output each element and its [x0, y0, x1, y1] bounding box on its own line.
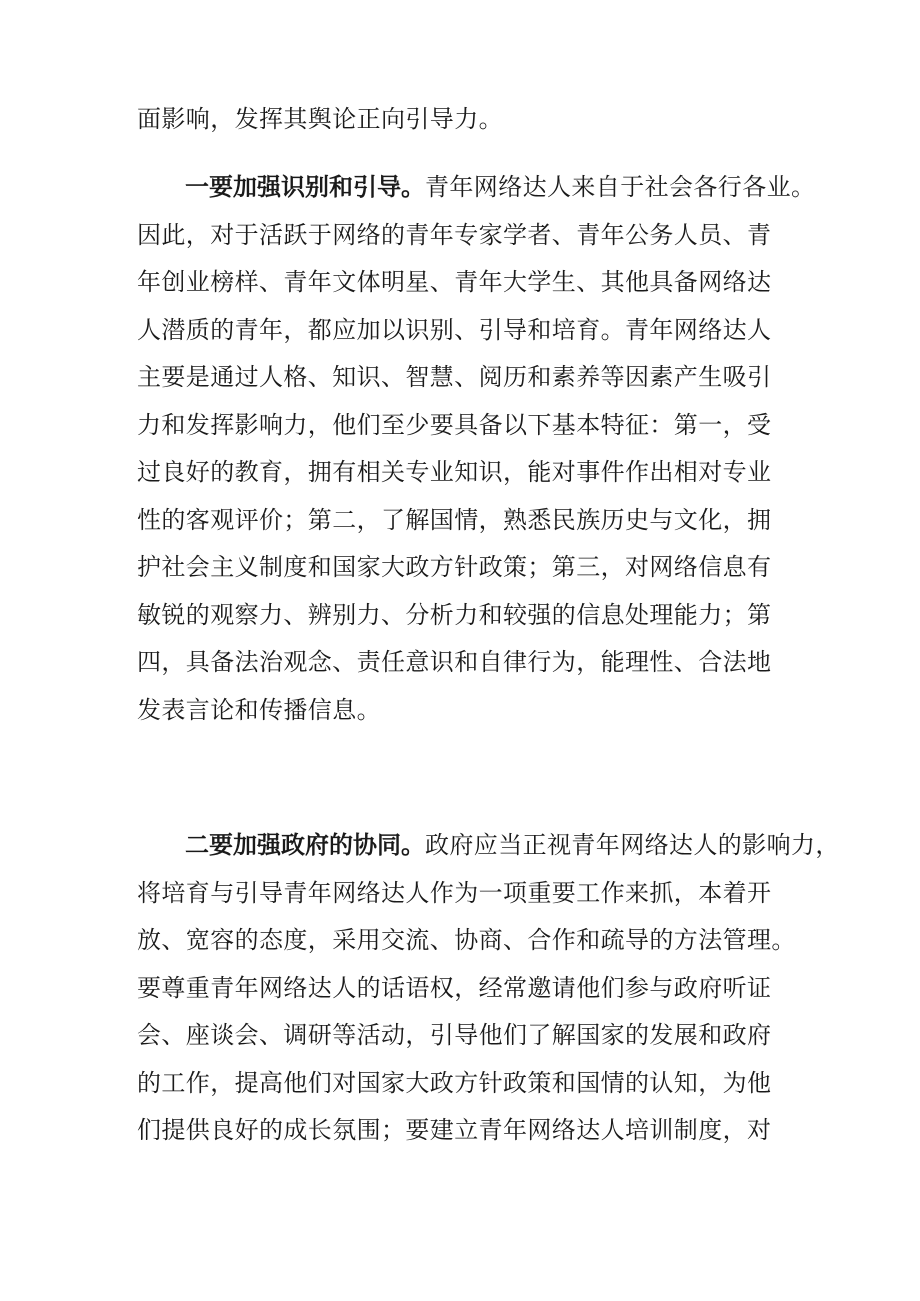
paragraph-identification: [137, 164, 816, 734]
text-line: 面影响，发挥其舆论正向引导力。: [137, 105, 503, 133]
paragraph-government: [137, 822, 840, 1155]
text-line: 因此，对于活跃于网络的青年专家学者、青年公务人员、青: [137, 220, 772, 249]
paragraph-heading: 二要加强政府的协同。: [185, 831, 425, 859]
text-line: 放、宽容的态度，采用交流、协商、合作和疏导的方法管理。: [137, 926, 796, 954]
text-run: 政府应当正视青年网络达人的影响力，: [425, 831, 840, 859]
text-line: 要尊重青年网络达人的话语权，经常邀请他们参与政府听证: [137, 973, 772, 1002]
text-line: 人潜质的青年，都应加以识别、引导和培育。青年网络达人: [137, 315, 772, 344]
text-line: 四，具备法治观念、责任意识和自律行为，能理性、合法地: [137, 648, 772, 676]
text-line: 力和发挥影响力，他们至少要具备以下基本特征：第一，受: [137, 410, 772, 439]
paragraph-heading: 一要加强识别和引导。: [185, 173, 425, 201]
text-line: 过良好的教育，拥有相关专业知识，能对事件作出相对专业: [137, 458, 772, 486]
text-line: [137, 822, 845, 870]
text-line: 发表言论和传播信息。: [137, 695, 381, 724]
text-line: 敏锐的观察力、辨别力、分析力和较强的信息处理能力；第: [137, 600, 772, 629]
text-line: 的工作，提高他们对国家大政方针政策和国情的认知，为他: [137, 1068, 772, 1097]
text-line: 年创业榜样、青年文体明星、青年大学生、其他具备网络达: [137, 268, 772, 296]
text-run: 青年网络达人来自于社会各行各业。: [425, 173, 816, 201]
text-line: 们提供良好的成长氛围；要建立青年网络达人培训制度，对: [137, 1116, 772, 1144]
text-line: 将培育与引导青年网络达人作为一项重要工作来抓，本着开: [137, 878, 772, 907]
text-line: 会、座谈会、调研等活动，引导他们了解国家的发展和政府: [137, 1021, 772, 1049]
text-line: 主要是通过人格、知识、智慧、阅历和素养等因素产生吸引: [137, 363, 772, 391]
paragraph-continuation: [137, 96, 797, 144]
text-line: 性的客观评价；第二，了解国情，熟悉民族历史与文化，拥: [137, 505, 772, 534]
text-line: [137, 164, 845, 212]
text-line: 护社会主义制度和国家大政方针政策；第三，对网络信息有: [137, 553, 772, 581]
